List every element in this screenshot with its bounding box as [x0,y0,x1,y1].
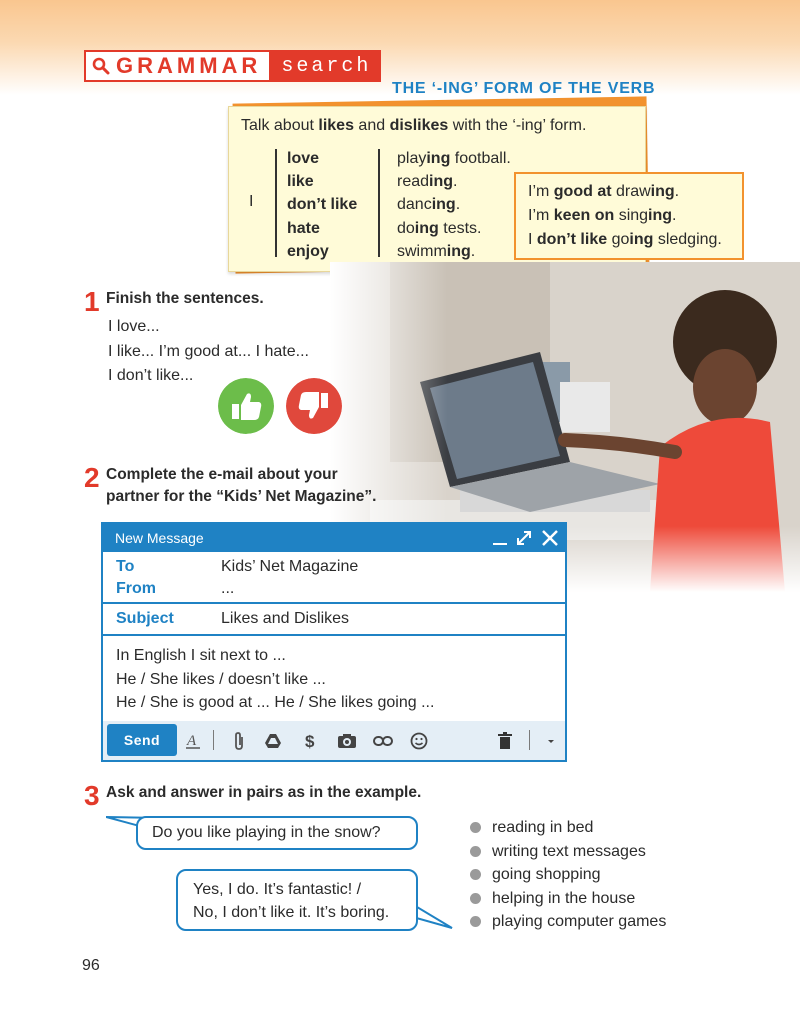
object-ing: ing [429,173,454,191]
object-item [397,217,511,240]
subject-label: Subject [116,610,174,627]
list-item [470,887,666,911]
trash-icon[interactable] [495,731,515,751]
object-item [397,193,511,216]
intro-text: and [353,117,390,134]
instruction-line: partner for the “Kids’ Net Magazine”. [106,488,377,505]
object-item [397,147,511,170]
emoji-icon[interactable] [409,731,429,751]
box-mid: sing [614,207,649,224]
grammar-word: GRAMMAR [116,53,262,78]
box-mid: draw [611,183,651,200]
object-column [397,147,511,263]
box-end: sledging. [653,231,722,248]
box-ing: ing [648,207,673,224]
exercise-3-number: 3 [84,780,100,811]
list-item [470,816,666,840]
email-window [101,522,567,762]
box-mid: go [607,231,630,248]
object-rest: . [453,173,458,191]
verb-item: enjoy [287,242,329,260]
from-label: From [116,580,156,597]
verb-column [287,147,357,263]
answer-line: No, I don’t like it. It’s boring. [193,904,390,921]
verb-item: hate [287,219,320,237]
object-item [397,240,511,263]
verb-item: don’t like [287,196,358,214]
toolbar-separator [213,730,214,750]
subject-pronoun: I [249,193,254,210]
box-ing: ing [629,231,654,248]
section-title: THE ‘-ING’ FORM OF THE VERB [392,80,656,97]
box-line [528,204,742,228]
box-pre: I’m [528,207,554,224]
page-number: 96 [82,957,100,974]
object-stem: do [397,219,415,237]
activity-list [470,816,666,934]
verb-item: love [287,150,320,167]
chevron-down-icon[interactable] [541,731,561,751]
grammar-intro [241,117,586,135]
body-line: He / She likes / doesn’t like ... [116,670,326,688]
email-toolbar [103,721,565,760]
svg-text:$: $ [305,732,315,751]
box-line [528,180,742,204]
toolbar-separator [529,730,530,750]
object-ing: ing [414,219,439,237]
object-stem: play [397,150,427,167]
box-pre: I’m [528,183,554,200]
email-window-title: New Message [115,530,204,546]
object-rest: . [455,196,461,214]
email-body[interactable] [116,644,434,715]
exercise-2-number: 2 [84,462,100,493]
list-item [470,863,666,887]
exercise-1-number: 1 [84,286,100,317]
box-bold: don’t like [536,231,608,248]
box-end: . [674,183,680,200]
divider [378,149,380,257]
answer-line: Yes, I do. It’s fantastic! / [193,881,362,898]
prompt-line: I don’t like... [108,367,194,384]
verb-item: like [287,173,314,191]
box-bold: good at [553,183,612,200]
thumbs-down-icon [286,378,342,434]
answer-bubble [176,869,418,931]
box-line [528,228,742,252]
divider [103,634,565,636]
object-ing: ing [446,242,471,260]
attach-icon[interactable] [229,731,249,751]
link-icon[interactable] [373,731,393,751]
divider [275,149,277,257]
intro-dislikes: dislikes [389,117,449,134]
object-rest: tests. [438,219,482,237]
close-icon[interactable] [539,527,561,549]
bullet-icon [470,916,481,927]
from-field[interactable]: ... [221,580,235,597]
bullet-icon [470,893,481,904]
exercise-1-lines [108,315,309,389]
bullet-icon [470,846,481,857]
object-rest: . [470,242,476,260]
box-bold: keen on [553,207,615,224]
object-ing: ing [431,196,456,214]
prompt-line: I like... I’m good at... I hate... [108,342,309,360]
list-item [470,840,666,864]
search-icon [92,57,110,75]
exercise-3-instruction: Ask and answer in pairs as in the example. [106,784,422,801]
bullet-icon [470,822,481,833]
send-button[interactable]: Send [107,724,177,756]
prompt-line: I love... [108,318,160,335]
expand-icon[interactable] [513,527,535,549]
intro-text: Talk about [241,117,319,134]
to-label: To [116,558,135,575]
instruction-line: Complete the e-mail about your [106,466,338,483]
box-end: . [672,207,677,224]
activity-text: playing computer games [492,913,667,930]
svg-text:A: A [187,733,197,749]
question-bubble: Do you like playing in the snow? [136,816,418,850]
activity-text: helping in the house [492,889,636,907]
minimize-icon[interactable] [489,527,511,549]
activity-text: reading in bed [492,819,594,836]
intro-likes: likes [318,117,354,134]
object-item [397,170,511,193]
list-item [470,910,666,934]
object-rest: football. [450,150,511,167]
subject-field[interactable]: Likes and Dislikes [221,610,350,627]
grammar-label-box [84,50,271,82]
box-pre: I [528,231,537,248]
activity-text: writing text messages [492,842,646,860]
email-title-bar [103,524,565,552]
exercise-1-instruction: Finish the sentences. [106,290,264,307]
camera-icon[interactable] [337,731,357,751]
search-word: search [271,50,381,82]
thumbs-up-icon [218,378,274,434]
grammar-search-header [84,50,381,82]
body-line: In English I sit next to ... [116,647,286,664]
activity-text: going shopping [492,866,601,883]
to-field[interactable]: Kids’ Net Magazine [221,558,359,575]
grammar-box [514,172,744,260]
object-stem: swimm [397,242,447,260]
intro-text: with the ‘-ing’ form. [448,117,587,134]
box-ing: ing [650,183,675,200]
money-icon[interactable] [301,731,321,751]
body-line: He / She is good at ... He / She likes going ... [116,694,435,711]
object-ing: ing [426,150,451,167]
divider [103,602,565,604]
object-stem: read [397,173,430,191]
exercise-2-instruction [106,464,376,508]
object-stem: danc [397,196,432,214]
drive-icon[interactable] [263,731,283,751]
bullet-icon [470,869,481,880]
format-text-icon[interactable] [183,731,203,751]
